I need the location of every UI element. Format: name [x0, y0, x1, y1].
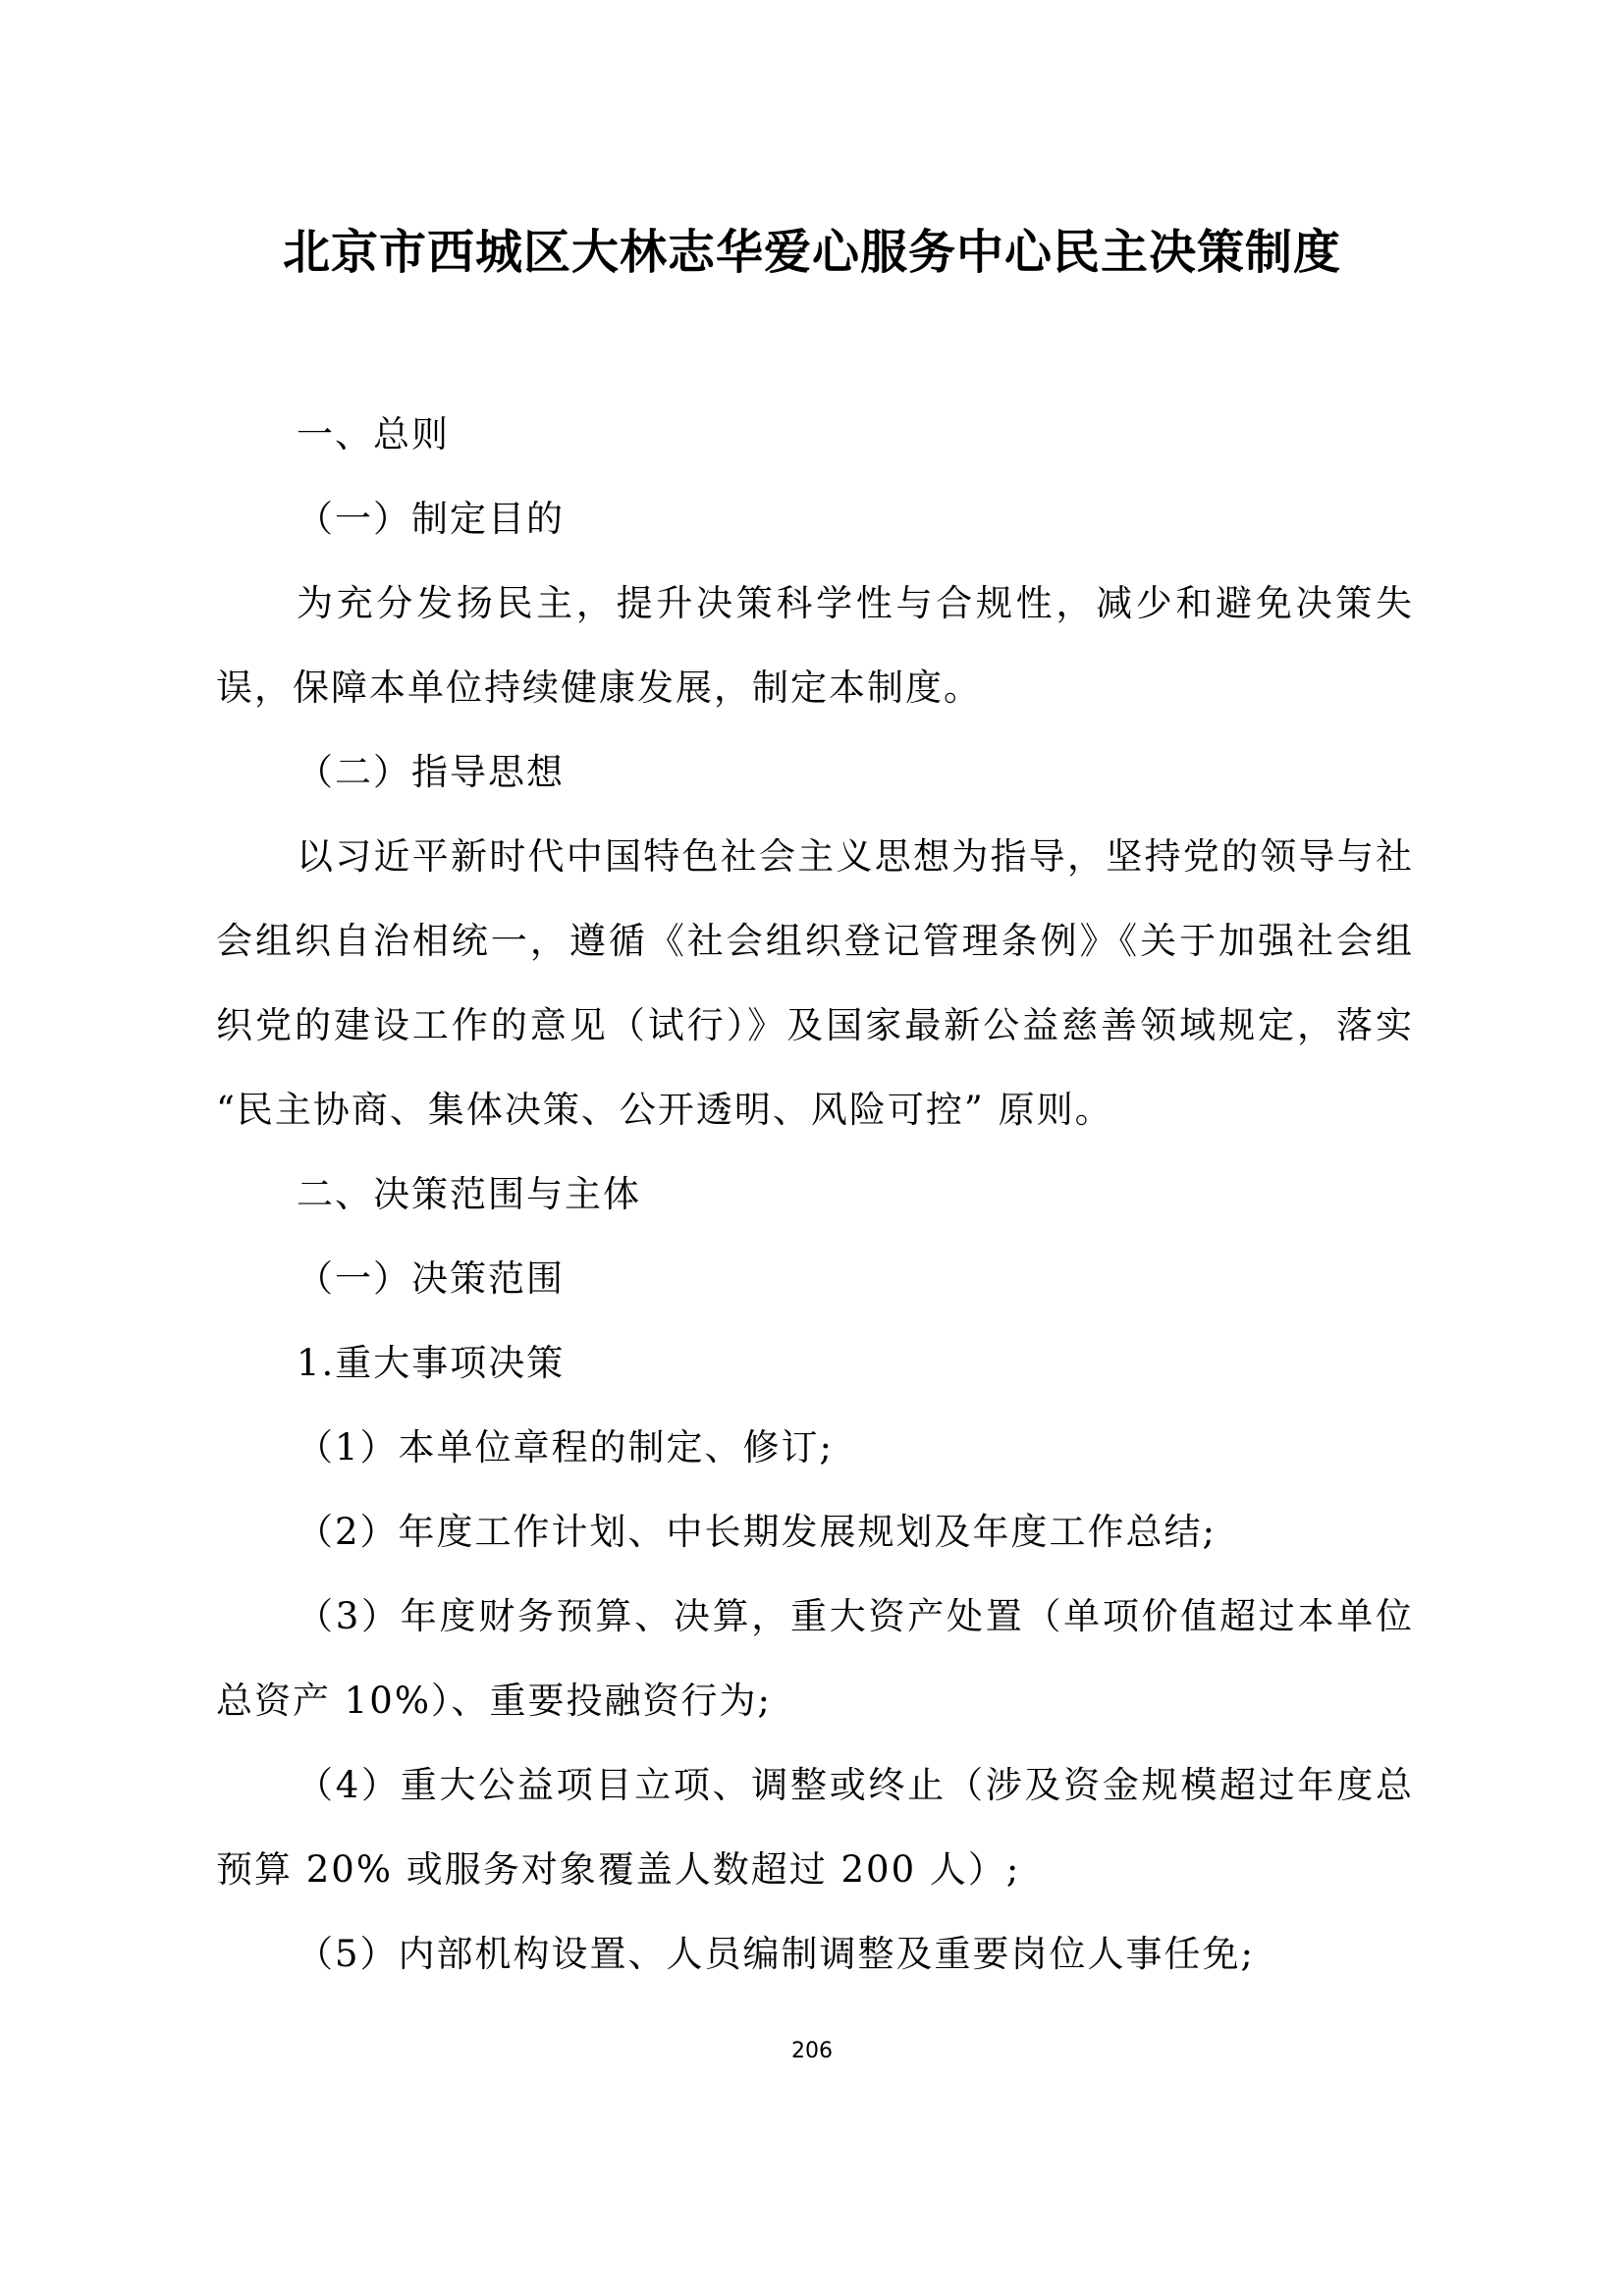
page-number: 206: [791, 2039, 833, 2063]
list-item-5: （5）内部机构设置、人员编制调整及重要岗位人事任免;: [297, 1933, 1256, 1975]
list-item-3: （3）年度财务预算、决算，重大资产处置（单项价值超过本单位总资产 10%）、重要投融资行为;: [216, 1595, 1414, 1722]
document-body: [216, 393, 1414, 1997]
document-title: 北京市西城区大林志华爱心服务中心民主决策制度: [282, 225, 1341, 280]
list-item-4: （4）重大公益项目立项、调整或终止（涉及资金规模超过年度总预算 20% 或服务对象覆盖人数超过 200 人）;: [216, 1764, 1414, 1891]
subsection-heading-scope: （一）决策范围: [297, 1257, 565, 1300]
section-heading-scope-and-subject: 二、决策范围与主体: [297, 1173, 641, 1215]
subsection-heading-purpose: （一）制定目的: [297, 498, 565, 540]
paragraph-purpose: 为充分发扬民主，提升决策科学性与合规性，减少和避免决策失误，保障本单位持续健康发展，制定本制度。: [216, 582, 1414, 709]
paragraph-guiding-thought: 以习近平新时代中国特色社会主义思想为指导，坚持党的领导与社会组织自治相统一，遵循《社会组织登记管理条例》《关于加强社会组织党的建设工作的意见（试行）》及国家最新公益慈善领域规定，落实 “民主协商、集体决策、公开透明、风险可控” 原则。: [216, 835, 1414, 1131]
subsection-heading-guiding-thought: （二）指导思想: [297, 751, 565, 793]
list-item-1: （1）本单位章程的制定、修订;: [297, 1426, 835, 1468]
item-heading-major-decisions: 1.重大事项决策: [297, 1342, 566, 1384]
list-item-2: （2）年度工作计划、中长期发展规划及年度工作总结;: [297, 1511, 1218, 1553]
section-heading-general: 一、总则: [297, 413, 450, 455]
